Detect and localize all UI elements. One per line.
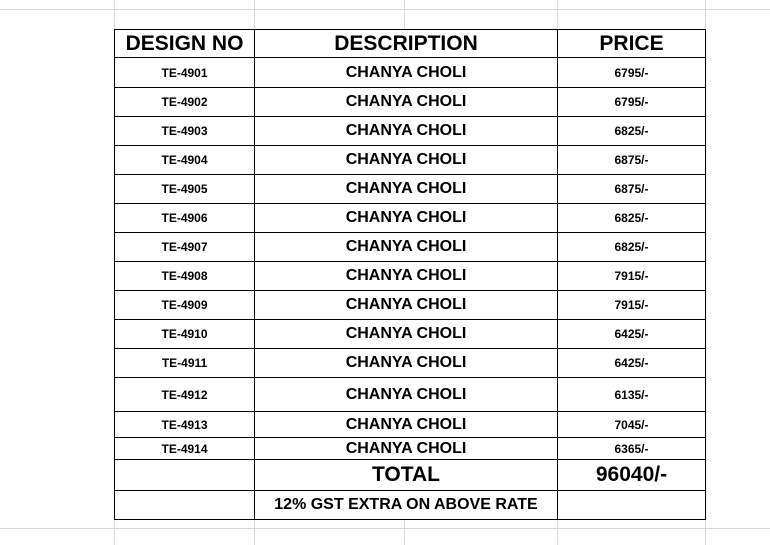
cell-price[interactable]: 6425/- xyxy=(558,349,706,378)
cell-empty[interactable] xyxy=(558,491,706,520)
cell-description[interactable]: CHANYA CHOLI xyxy=(255,291,558,320)
header-design-no[interactable]: DESIGN NO xyxy=(115,30,255,58)
table-row xyxy=(115,262,706,291)
header-price[interactable]: PRICE xyxy=(558,30,706,58)
cell-description[interactable]: CHANYA CHOLI xyxy=(255,262,558,291)
table-row xyxy=(115,349,706,378)
cell-price[interactable]: 6875/- xyxy=(558,146,706,175)
cell-design-no[interactable]: TE-4912 xyxy=(115,378,255,412)
cell-empty[interactable] xyxy=(115,491,255,520)
cell-design-no[interactable]: TE-4902 xyxy=(115,88,255,117)
cell-design-no[interactable]: TE-4903 xyxy=(115,117,255,146)
cell-description[interactable]: CHANYA CHOLI xyxy=(255,233,558,262)
cell-design-no[interactable]: TE-4906 xyxy=(115,204,255,233)
cell-price[interactable]: 6825/- xyxy=(558,233,706,262)
cell-description[interactable]: CHANYA CHOLI xyxy=(255,58,558,88)
cell-description[interactable]: CHANYA CHOLI xyxy=(255,320,558,349)
header-row xyxy=(115,30,706,58)
cell-design-no[interactable]: TE-4911 xyxy=(115,349,255,378)
cell-design-no[interactable]: TE-4907 xyxy=(115,233,255,262)
cell-price[interactable]: 6425/- xyxy=(558,320,706,349)
grid-row-line xyxy=(0,9,770,10)
total-label[interactable]: TOTAL xyxy=(255,460,558,491)
table-row xyxy=(115,88,706,117)
cell-price[interactable]: 7915/- xyxy=(558,291,706,320)
total-value[interactable]: 96040/- xyxy=(558,460,706,491)
cell-price[interactable]: 6795/- xyxy=(558,88,706,117)
cell-design-no[interactable]: TE-4913 xyxy=(115,412,255,438)
cell-description[interactable]: CHANYA CHOLI xyxy=(255,88,558,117)
cell-design-no[interactable]: TE-4904 xyxy=(115,146,255,175)
table-row xyxy=(115,291,706,320)
cell-description[interactable]: CHANYA CHOLI xyxy=(255,378,558,412)
cell-price[interactable]: 6825/- xyxy=(558,117,706,146)
cell-price[interactable]: 7915/- xyxy=(558,262,706,291)
cell-empty[interactable] xyxy=(115,460,255,491)
cell-description[interactable]: CHANYA CHOLI xyxy=(255,117,558,146)
table-row xyxy=(115,204,706,233)
table-row xyxy=(115,412,706,438)
gst-note[interactable]: 12% GST EXTRA ON ABOVE RATE xyxy=(255,491,558,520)
table-row xyxy=(115,175,706,204)
table-row xyxy=(115,146,706,175)
cell-price[interactable]: 6825/- xyxy=(558,204,706,233)
cell-description[interactable]: CHANYA CHOLI xyxy=(255,438,558,460)
cell-design-no[interactable]: TE-4908 xyxy=(115,262,255,291)
note-row xyxy=(115,491,706,520)
cell-description[interactable]: CHANYA CHOLI xyxy=(255,175,558,204)
cell-price[interactable]: 6365/- xyxy=(558,438,706,460)
cell-design-no[interactable]: TE-4905 xyxy=(115,175,255,204)
table-row xyxy=(115,320,706,349)
cell-design-no[interactable]: TE-4910 xyxy=(115,320,255,349)
cell-price[interactable]: 6795/- xyxy=(558,58,706,88)
cell-design-no[interactable]: TE-4909 xyxy=(115,291,255,320)
table-row xyxy=(115,378,706,412)
cell-price[interactable]: 6135/- xyxy=(558,378,706,412)
total-row xyxy=(115,460,706,491)
cell-description[interactable]: CHANYA CHOLI xyxy=(255,412,558,438)
header-description[interactable]: DESCRIPTION xyxy=(255,30,558,58)
cell-price[interactable]: 6875/- xyxy=(558,175,706,204)
table-row xyxy=(115,233,706,262)
price-list-table xyxy=(114,29,706,520)
cell-description[interactable]: CHANYA CHOLI xyxy=(255,204,558,233)
cell-description[interactable]: CHANYA CHOLI xyxy=(255,349,558,378)
grid-row-line xyxy=(0,528,770,529)
table-row xyxy=(115,58,706,88)
cell-design-no[interactable]: TE-4914 xyxy=(115,438,255,460)
cell-price[interactable]: 7045/- xyxy=(558,412,706,438)
cell-description[interactable]: CHANYA CHOLI xyxy=(255,146,558,175)
cell-design-no[interactable]: TE-4901 xyxy=(115,58,255,88)
table-row xyxy=(115,117,706,146)
table-row xyxy=(115,438,706,460)
